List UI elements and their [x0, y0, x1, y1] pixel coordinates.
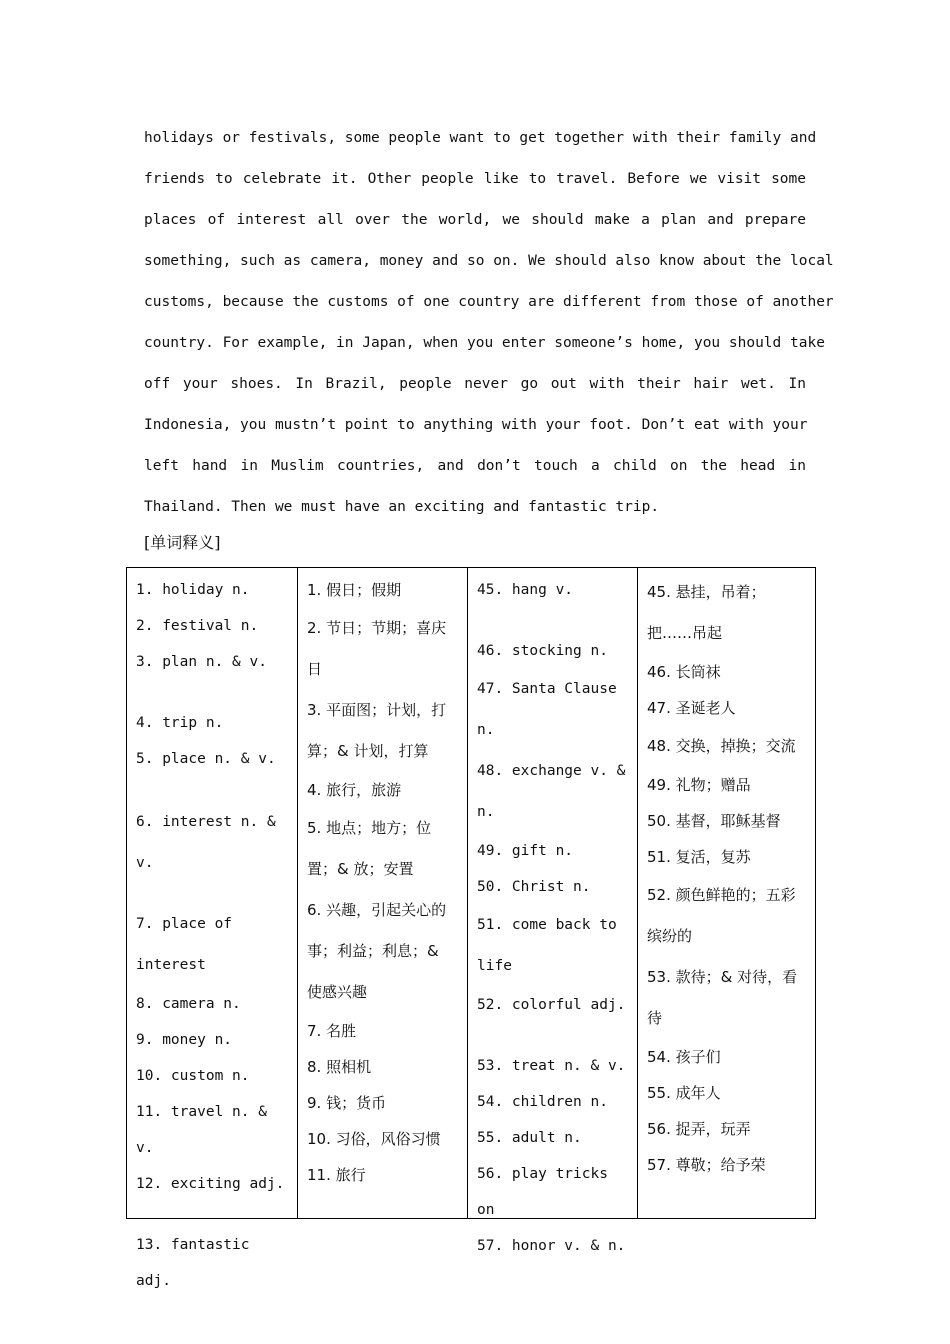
passage-line: Indonesia, you mustn’t point to anything with your foot. Don’t eat with your: [144, 417, 808, 433]
vocab-entry: 13. fantastic adj.: [136, 1237, 250, 1289]
passage-line: customs, because the customs of one country are different from those of another: [144, 294, 834, 310]
vocab-entry: 9. money n.: [136, 1032, 233, 1048]
vocab-entry: 6. interest n. & v.: [136, 814, 276, 871]
vocab-entry: 7. place of interest: [136, 916, 233, 973]
vocab-entry: 4. trip n.: [136, 715, 224, 731]
vocab-entry: 51. 复活，复苏: [647, 848, 751, 866]
vocab-entry: 4. 旅行，旅游: [307, 781, 402, 799]
vocab-entry: 55. 成年人: [647, 1084, 721, 1102]
vocab-entry: 5. place n. & v.: [136, 751, 276, 767]
vocab-entry: 3. 平面图；计划，打算；& 计划，打算: [307, 701, 447, 760]
vocab-entry: 10. custom n.: [136, 1068, 250, 1084]
vocab-entry: 2. festival n.: [136, 618, 259, 634]
vocab-entry: 49. 礼物；赠品: [647, 776, 751, 794]
vocab-entry: 52. 颜色鲜艳的；五彩缤纷的: [647, 886, 796, 945]
vocab-entry: 6. 兴趣，引起关心的事；利益；利息；& 使感兴趣: [307, 901, 447, 1001]
vocab-entry: 47. Santa Clause n.: [477, 681, 617, 738]
passage-line: places of interest all over the world, we should make a plan and prepare: [144, 212, 806, 228]
vocab-entry: 3. plan n. & v.: [136, 654, 267, 670]
vocab-entry: 12. exciting adj.: [136, 1176, 285, 1192]
vocab-entry: 48. exchange v. & n.: [477, 763, 626, 820]
vocab-entry: 45. hang v.: [477, 582, 574, 598]
passage-line: off your shoes. In Brazil, people never go out with their hair wet. In: [144, 376, 806, 392]
vocab-entry: 50. 基督，耶稣基督: [647, 812, 781, 830]
section-label: [单词释义]: [144, 533, 221, 552]
vocab-entry: 2. 节日；节期；喜庆日: [307, 619, 447, 678]
vocab-entry: 1. holiday n.: [136, 582, 250, 598]
vocab-entry: 9. 钱；货币: [307, 1094, 387, 1112]
vocab-entry: 47. 圣诞老人: [647, 699, 736, 717]
passage-line: country. For example, in Japan, when you enter someone’s home, you should take: [144, 335, 825, 351]
vocab-column-chinese-1: [297, 568, 467, 1218]
vocab-entry: 1. 假日；假期: [307, 581, 402, 599]
vocab-entry: 53. treat n. & v.: [477, 1058, 626, 1074]
vocab-column-english-2: [467, 568, 637, 1254]
vocab-entry: 46. stocking n.: [477, 643, 608, 659]
vocab-entry: 52. colorful adj.: [477, 997, 626, 1013]
vocab-entry: 51. come back to life: [477, 917, 617, 974]
vocab-column-english-1: [127, 568, 297, 1289]
vocab-entry: 55. adult n.: [477, 1130, 582, 1146]
vocab-entry: 10. 习俗，风俗习惯: [307, 1130, 441, 1148]
passage-line: Thailand. Then we must have an exciting and fantastic trip.: [144, 499, 660, 515]
passage-line: something, such as camera, money and so on. We should also know about the local: [144, 253, 834, 269]
vocab-entry: 54. 孩子们: [647, 1048, 721, 1066]
vocab-entry: 5. 地点；地方；位置；& 放；安置: [307, 819, 432, 878]
vocab-entry: 50. Christ n.: [477, 879, 591, 895]
vocab-entry: 49. gift n.: [477, 843, 574, 859]
vocab-entry: 8. 照相机: [307, 1058, 372, 1076]
vocab-entry: 56. play tricks on: [477, 1166, 608, 1218]
vocab-entry: 54. children n.: [477, 1094, 608, 1110]
passage-line: left hand in Muslim countries, and don’t touch a child on the head in: [144, 458, 806, 474]
vocab-entry: 7. 名胜: [307, 1022, 357, 1040]
vocab-entry: 48. 交换，掉换；交流: [647, 737, 796, 755]
vocab-entry: 11. 旅行: [307, 1166, 366, 1184]
vocab-entry: 57. honor v. & n.: [477, 1238, 626, 1254]
vocab-entry: 46. 长筒袜: [647, 663, 721, 681]
vocab-entry: 11. travel n. & v.: [136, 1104, 267, 1156]
vocab-entry: 8. camera n.: [136, 996, 241, 1012]
vocab-entry: 56. 捉弄，玩弄: [647, 1120, 751, 1138]
passage-line: holidays or festivals, some people want to get together with their family and: [144, 130, 817, 146]
vocab-entry: 45. 悬挂，吊着；把……吊起: [647, 583, 766, 642]
passage-text: [144, 118, 834, 528]
vocab-entry: 57. 尊敬；给予荣: [647, 1156, 766, 1174]
vocab-column-chinese-2: [637, 568, 815, 1218]
passage-line: friends to celebrate it. Other people like to travel. Before we visit some: [144, 171, 806, 187]
vocab-entry: 53. 款待；& 对待，看待: [647, 968, 798, 1027]
vocabulary-table: [126, 567, 816, 1289]
